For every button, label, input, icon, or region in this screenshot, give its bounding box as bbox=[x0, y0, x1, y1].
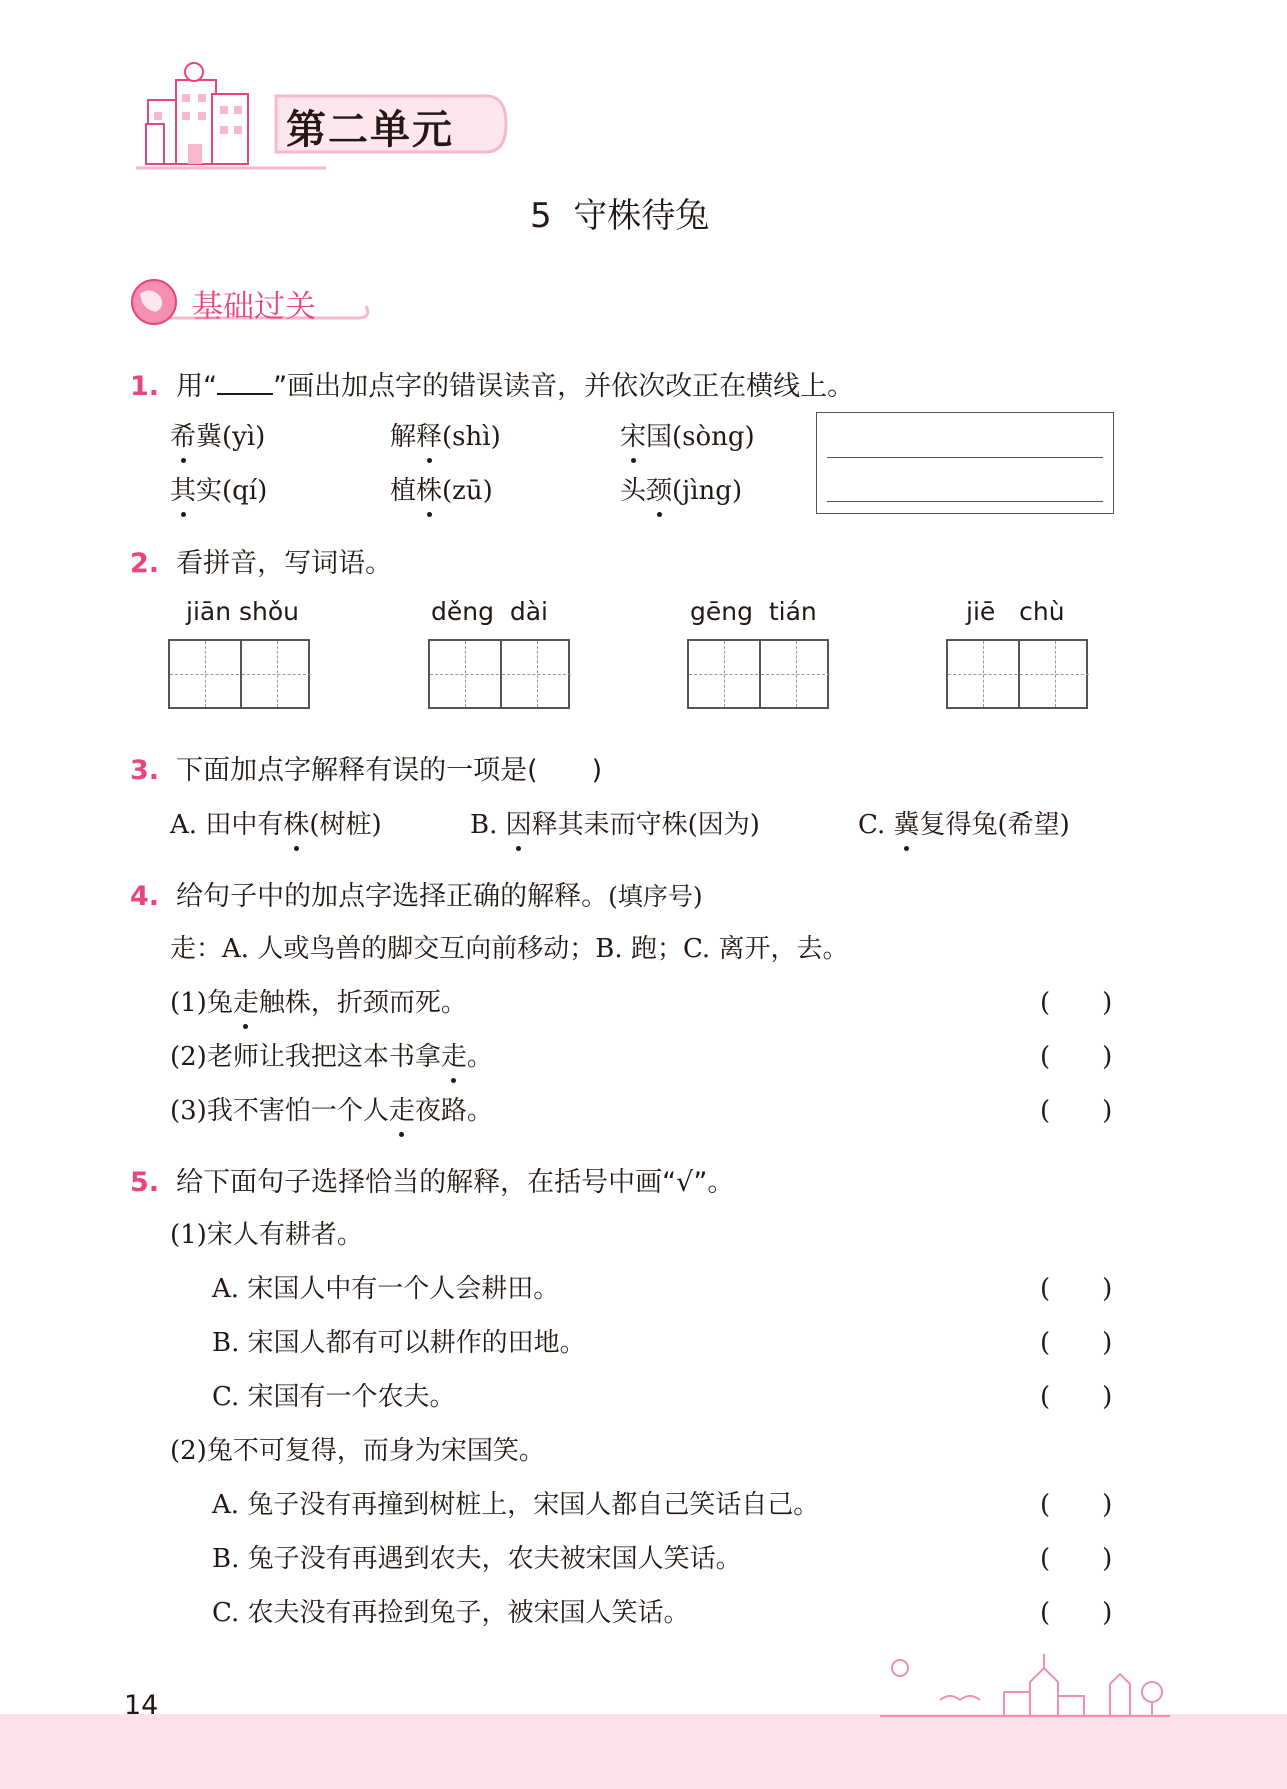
q1-item: 解释(shì) bbox=[390, 416, 501, 453]
unit-title: 第二单元 bbox=[286, 107, 454, 153]
question-5 bbox=[130, 1160, 1150, 1628]
question-text-post: ”画出加点字的错误读音，并依次改正在横线上。 bbox=[273, 371, 855, 402]
question-note: (填序号) bbox=[608, 882, 703, 911]
q1-item: 头颈(jìng) bbox=[620, 470, 742, 507]
answer-paren[interactable]: ( ) bbox=[1040, 1544, 1113, 1574]
q1-item: 希冀(yì) bbox=[170, 416, 265, 453]
q5-option: C. 农夫没有再捡到兔子，被宋国人笑话。 bbox=[212, 1598, 690, 1628]
q1-item: 其实(qí) bbox=[170, 470, 267, 507]
question-number: 2. bbox=[130, 548, 160, 579]
question-number: 5. bbox=[130, 1167, 160, 1198]
underline-sample bbox=[217, 373, 273, 395]
answer-paren[interactable]: ( ) bbox=[1040, 1490, 1113, 1520]
answer-paren[interactable]: ( ) bbox=[1040, 1328, 1113, 1358]
q4-item: (1)兔走触株，折颈而死。 bbox=[170, 982, 467, 1019]
answer-line[interactable] bbox=[827, 457, 1103, 458]
question-3 bbox=[130, 748, 1150, 858]
question-1 bbox=[130, 364, 1150, 524]
answer-paren[interactable]: ( ) bbox=[1040, 1598, 1113, 1628]
question-4 bbox=[130, 874, 1150, 1134]
q5-option: B. 宋国人都有可以耕作的田地。 bbox=[212, 1328, 586, 1358]
lesson-title: 5 守株待兔 bbox=[530, 196, 710, 236]
q1-item: 宋国(sòng) bbox=[620, 416, 755, 453]
answer-paren[interactable]: ( ) bbox=[1040, 988, 1113, 1018]
question-number: 3. bbox=[130, 755, 160, 786]
q3-option-b: B. 因释其耒而守株(因为) bbox=[470, 804, 760, 841]
answer-line[interactable] bbox=[827, 501, 1103, 502]
pinyin-label: gēng tián bbox=[690, 597, 817, 626]
q5-sentence: (1)宋人有耕者。 bbox=[170, 1220, 363, 1250]
q5-sentence: (2)兔不可复得，而身为宋国笑。 bbox=[170, 1436, 545, 1466]
castle-illustration bbox=[880, 1648, 1170, 1718]
unit-header bbox=[126, 60, 511, 170]
answer-paren[interactable]: ( ) bbox=[1040, 1382, 1113, 1412]
page-number: 14 bbox=[124, 1690, 159, 1721]
q3-option-c: C. 冀复得兔(希望) bbox=[858, 804, 1070, 841]
answer-paren[interactable]: ( ) bbox=[1040, 1096, 1113, 1126]
writing-grid[interactable] bbox=[428, 639, 570, 709]
q1-item: 植株(zū) bbox=[390, 470, 493, 507]
q5-option: A. 兔子没有再撞到树桩上，宋国人都自己笑话自己。 bbox=[212, 1490, 820, 1520]
answer-paren[interactable]: ( ) bbox=[1040, 1042, 1113, 1072]
pinyin-label: jiē chù bbox=[966, 597, 1065, 626]
question-text: 给句子中的加点字选择正确的解释。 bbox=[176, 881, 609, 912]
answer-box[interactable] bbox=[816, 412, 1114, 514]
q5-option: B. 兔子没有再遇到农夫，农夫被宋国人笑话。 bbox=[212, 1544, 742, 1574]
q5-option: C. 宋国有一个农夫。 bbox=[212, 1382, 456, 1412]
question-text-pre: 用“ bbox=[176, 371, 218, 402]
writing-grid[interactable] bbox=[946, 639, 1088, 709]
question-text: 看拼音，写词语。 bbox=[176, 548, 393, 579]
q3-option-a: A. 田中有株(树桩) bbox=[170, 804, 382, 841]
question-number: 1. bbox=[130, 371, 160, 402]
q4-definition: 走：A. 人或鸟兽的脚交互向前移动；B. 跑；C. 离开，去。 bbox=[170, 934, 849, 964]
question-2 bbox=[130, 541, 1150, 721]
pinyin-label: jiān shǒu bbox=[186, 597, 300, 626]
section-title: 基础过关 bbox=[192, 289, 316, 325]
pinyin-label: děng dài bbox=[431, 597, 548, 626]
writing-grid[interactable] bbox=[687, 639, 829, 709]
answer-paren[interactable]: ( ) bbox=[1040, 1274, 1113, 1304]
q4-item: (2)老师让我把这本书拿走。 bbox=[170, 1036, 493, 1073]
footer-band bbox=[0, 1714, 1287, 1789]
q4-item: (3)我不害怕一个人走夜路。 bbox=[170, 1090, 493, 1127]
q5-option: A. 宋国人中有一个人会耕田。 bbox=[212, 1274, 560, 1304]
question-number: 4. bbox=[130, 881, 160, 912]
section-header bbox=[128, 276, 378, 326]
writing-grid[interactable] bbox=[168, 639, 310, 709]
question-text: 给下面句子选择恰当的解释，在括号中画“√”。 bbox=[176, 1167, 735, 1198]
question-text: 下面加点字解释有误的一项是( ) bbox=[176, 755, 603, 786]
